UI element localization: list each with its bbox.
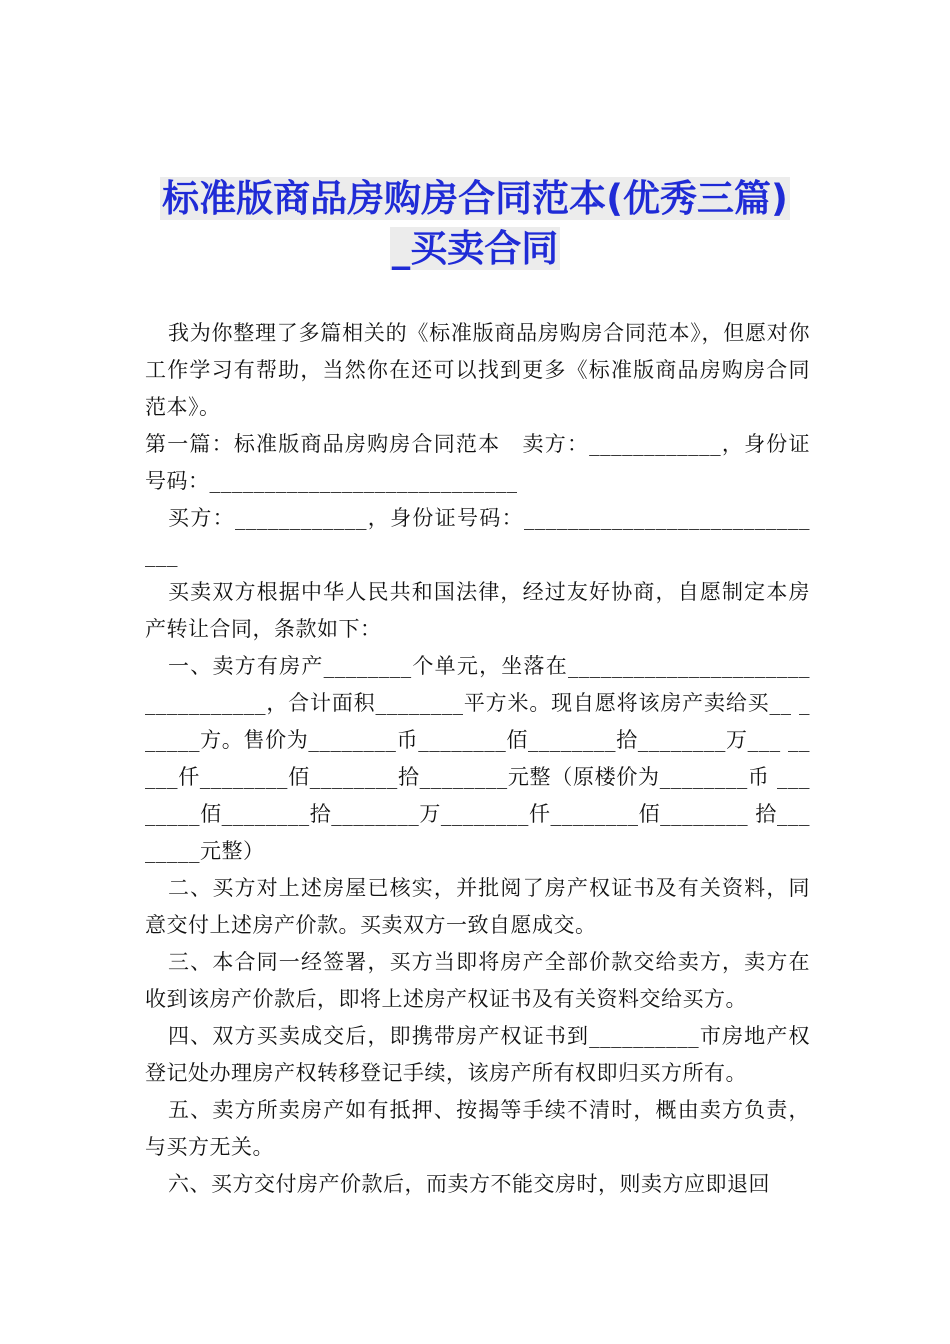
clause-3-paragraph: 三、本合同一经签署，买方当即将房产全部价款交给卖方，卖方在收到该房产价款后，即将上述房产权证书及有关资料交给买方。	[145, 950, 810, 1011]
clause-1-paragraph: 一、卖方有房产________个单元，坐落在______________________ ___________，合计面积________平方米。现自愿将该房产卖给买__ ______方。售价为________币________佰________拾________万___ _____仟________佰________拾________元整（原楼价为________币 ________佰________拾________万________仟________佰________ 拾________元整）	[145, 654, 810, 863]
seller-info-paragraph: 第一篇：标准版商品房购房合同范本 卖方：____________，身份证号码：____________________________	[145, 432, 810, 493]
intro-paragraph: 我为你整理了多篇相关的《标准版商品房购房合同范本》，但愿对你工作学习有帮助，当然你在还可以找到更多《标准版商品房购房合同范本》。	[145, 321, 810, 419]
document-title-text-2: _买卖合同	[391, 227, 559, 270]
buyer-info-paragraph: 买方：____________，身份证号码：__________________________ ___	[145, 506, 810, 567]
clause-6-paragraph: 六、买方交付房产价款后，而卖方不能交房时，则卖方应即退回	[168, 1172, 770, 1196]
document-body	[145, 315, 810, 1203]
clause-4-paragraph: 四、双方买卖成交后，即携带房产权证书到__________市房地产权登记处办理房产权转移登记手续，该房产所有权即归买方所有。	[145, 1024, 810, 1085]
clause-2-paragraph: 二、买方对上述房屋已核实，并批阅了房产权证书及有关资料，同意交付上述房产价款。买卖双方一致自愿成交。	[145, 876, 810, 937]
agreement-intro-paragraph: 买卖双方根据中华人民共和国法律，经过友好协商，自愿制定本房产转让合同，条款如下：	[145, 580, 810, 641]
clause-5-paragraph: 五、卖方所卖房产如有抵押、按揭等手续不清时，概由卖方负责，与买方无关。	[145, 1098, 810, 1159]
document-title-text-1: 标准版商品房购房合同范本(优秀三篇)	[162, 177, 788, 220]
document-title-line-2	[120, 226, 830, 272]
document-title-line-1	[120, 176, 830, 222]
